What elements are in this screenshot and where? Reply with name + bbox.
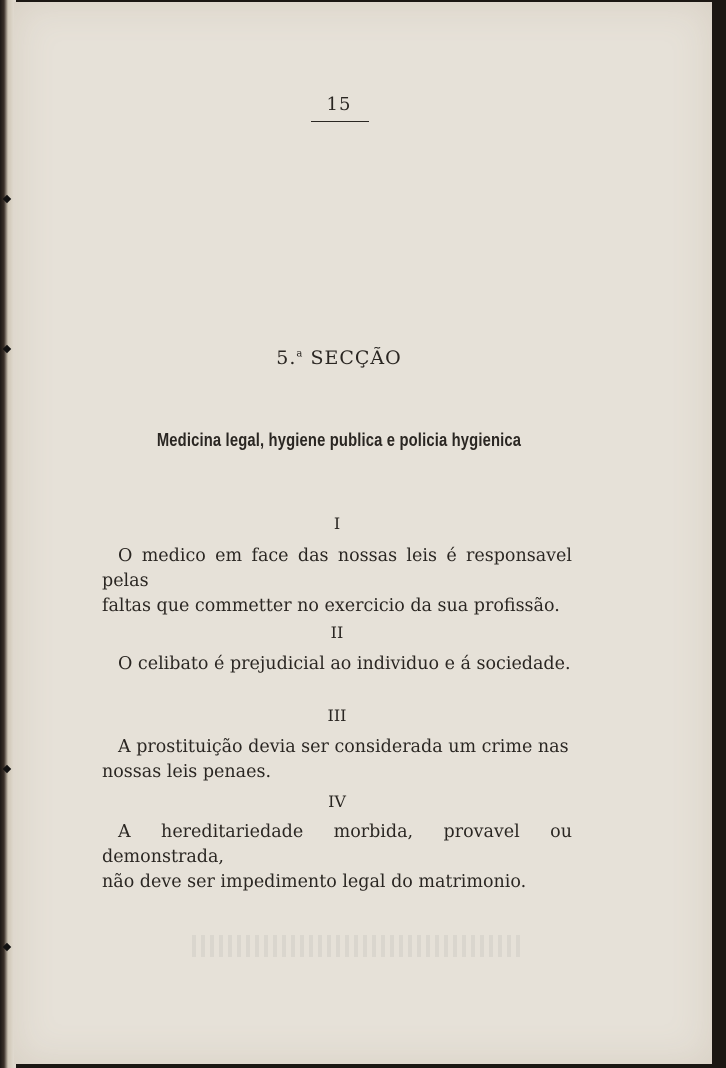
section-title: SECÇÃO <box>310 347 402 369</box>
section-number: 5. <box>276 347 297 369</box>
proposition-text <box>102 544 572 619</box>
proposition-line: O medico em face das nossas leis é responsavel pelas <box>102 546 572 591</box>
proposition-line: A hereditariedade morbida, provavel ou demonstrada, <box>102 822 572 867</box>
proposition-text <box>102 820 572 895</box>
page-number-rule <box>311 121 369 122</box>
section-subtitle: Medicina legal, hygiene publica e policia hygienica <box>156 430 522 450</box>
proposition-text <box>102 652 572 677</box>
proposition-numeral: IV <box>328 792 346 811</box>
proposition-line: faltas que commetter no exercicio da sua profissão. <box>102 596 560 616</box>
proposition-line: nossas leis penaes. <box>102 762 272 782</box>
page-number: 15 <box>326 94 352 115</box>
proposition-numeral: I <box>333 514 341 533</box>
section-number-superscript: a <box>296 348 304 360</box>
proposition-numeral: II <box>330 623 344 642</box>
proposition-line: A prostituição devia ser considerada um crime nas <box>118 737 569 757</box>
proposition-numeral: III <box>327 706 347 725</box>
proposition-line: O celibato é prejudicial ao individuo e á sociedade. <box>118 654 571 674</box>
document-page <box>14 2 712 1064</box>
section-heading <box>14 347 664 369</box>
proposition-text <box>102 735 572 785</box>
proposition-line: não deve ser impedimento legal do matrimonio. <box>102 872 527 892</box>
bleed-through-stamp <box>192 935 522 957</box>
